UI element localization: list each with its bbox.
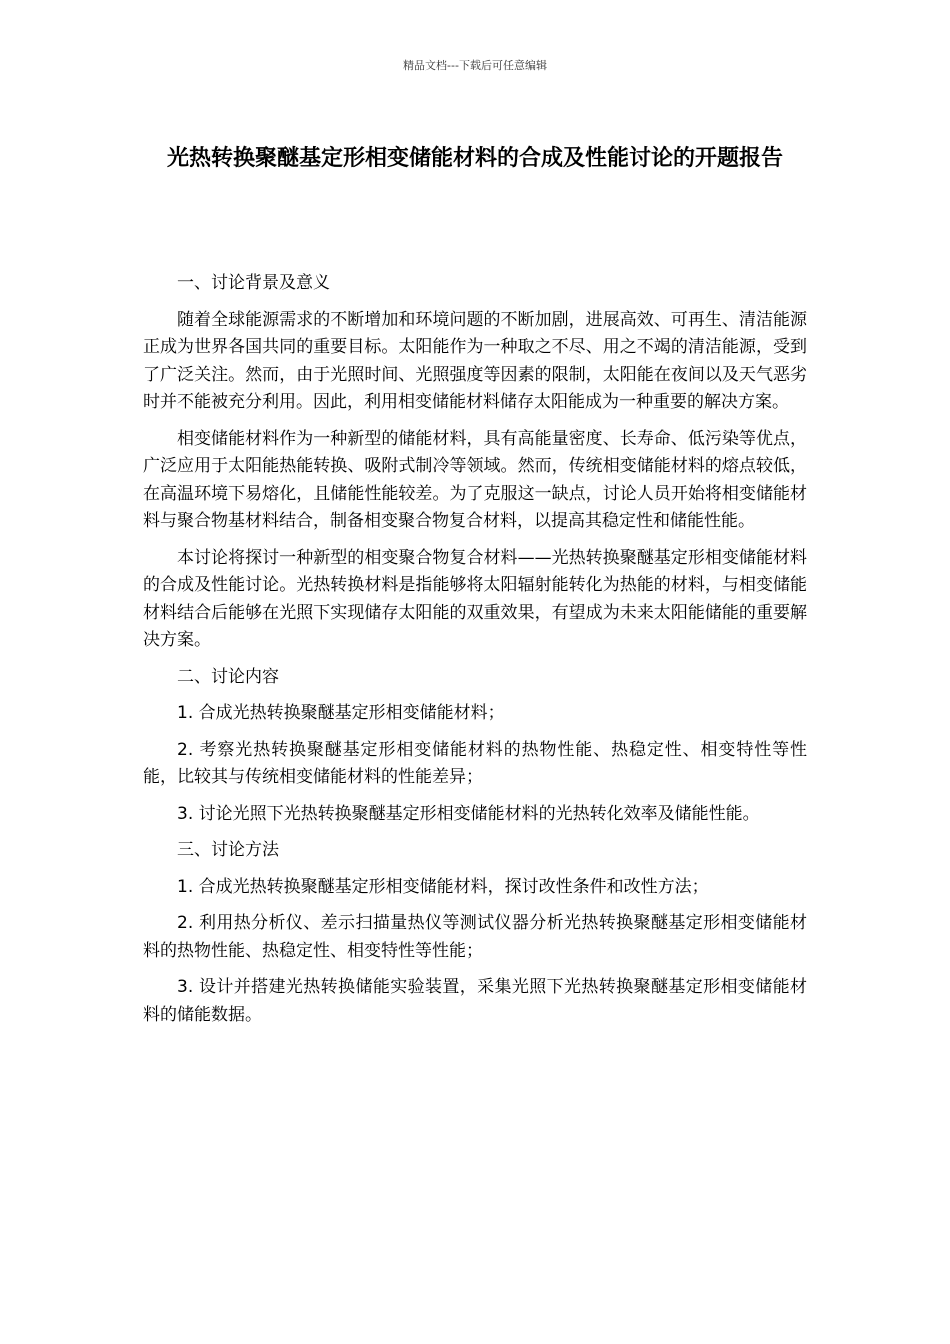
section-heading-content: 二、讨论内容	[177, 666, 279, 687]
list-item-content-1: 1. 合成光热转换聚醚基定形相变储能材料；	[177, 703, 505, 723]
paragraph-background-2: 相变储能材料作为一种新型的储能材料，具有高能量密度、长寿命、低污染等优点，广泛应用于太阳能热能转换、吸附式制冷等领域。然而，传统相变储能材料的熔点较低，在高温环境下易熔化，且储能性能较差。为了克服这一缺点，讨论人员开始将相变储能材料与聚合物基材料结合，制备相变聚合物复合材料，以提高其稳定性和储能性能。	[143, 428, 807, 531]
document-body	[143, 270, 807, 1038]
list-item-content-3: 3. 讨论光照下光热转换聚醚基定形相变储能材料的光热转化效率及储能性能。	[177, 803, 760, 824]
document-title: 光热转换聚醚基定形相变储能材料的合成及性能讨论的开题报告	[166, 146, 783, 171]
page-header: 精品文档---下载后可任意编辑	[403, 59, 547, 72]
section-heading-methods: 三、讨论方法	[177, 840, 279, 860]
list-item-methods-1: 1. 合成光热转换聚醚基定形相变储能材料，探讨改性条件和改性方法；	[177, 876, 709, 897]
paragraph-background-3: 本讨论将探讨一种新型的相变聚合物复合材料——光热转换聚醚基定形相变储能材料的合成及性能讨论。光热转换材料是指能够将太阳辐射能转化为热能的材料，与相变储能材料结合后能够在光照下实现储存太阳能的双重效果，有望成为未来太阳能储能的重要解决方案。	[143, 547, 807, 650]
list-item-methods-2: 2. 利用热分析仪、差示扫描量热仪等测试仪器分析光热转换聚醚基定形相变储能材料的热物性能、热稳定性、相变特性等性能；	[143, 913, 807, 961]
paragraph-background-1: 随着全球能源需求的不断增加和环境问题的不断加剧，进展高效、可再生、清洁能源正成为世界各国共同的重要目标。太阳能作为一种取之不尽、用之不竭的清洁能源，受到了广泛关注。然而，由于光照时间、光照强度等因素的限制，太阳能在夜间以及天气恶劣时并不能被充分利用。因此，利用相变储能材料储存太阳能成为一种重要的解决方案。	[143, 309, 807, 412]
list-item-content-2: 2. 考察光热转换聚醚基定形相变储能材料的热物性能、热稳定性、相变特性等性能，比较其与传统相变储能材料的性能差异；	[143, 739, 807, 787]
section-heading-background: 一、讨论背景及意义	[177, 273, 330, 293]
list-item-methods-3: 3. 设计并搭建光热转换储能实验装置，采集光照下光热转换聚醚基定形相变储能材料的储能数据。	[143, 977, 807, 1025]
